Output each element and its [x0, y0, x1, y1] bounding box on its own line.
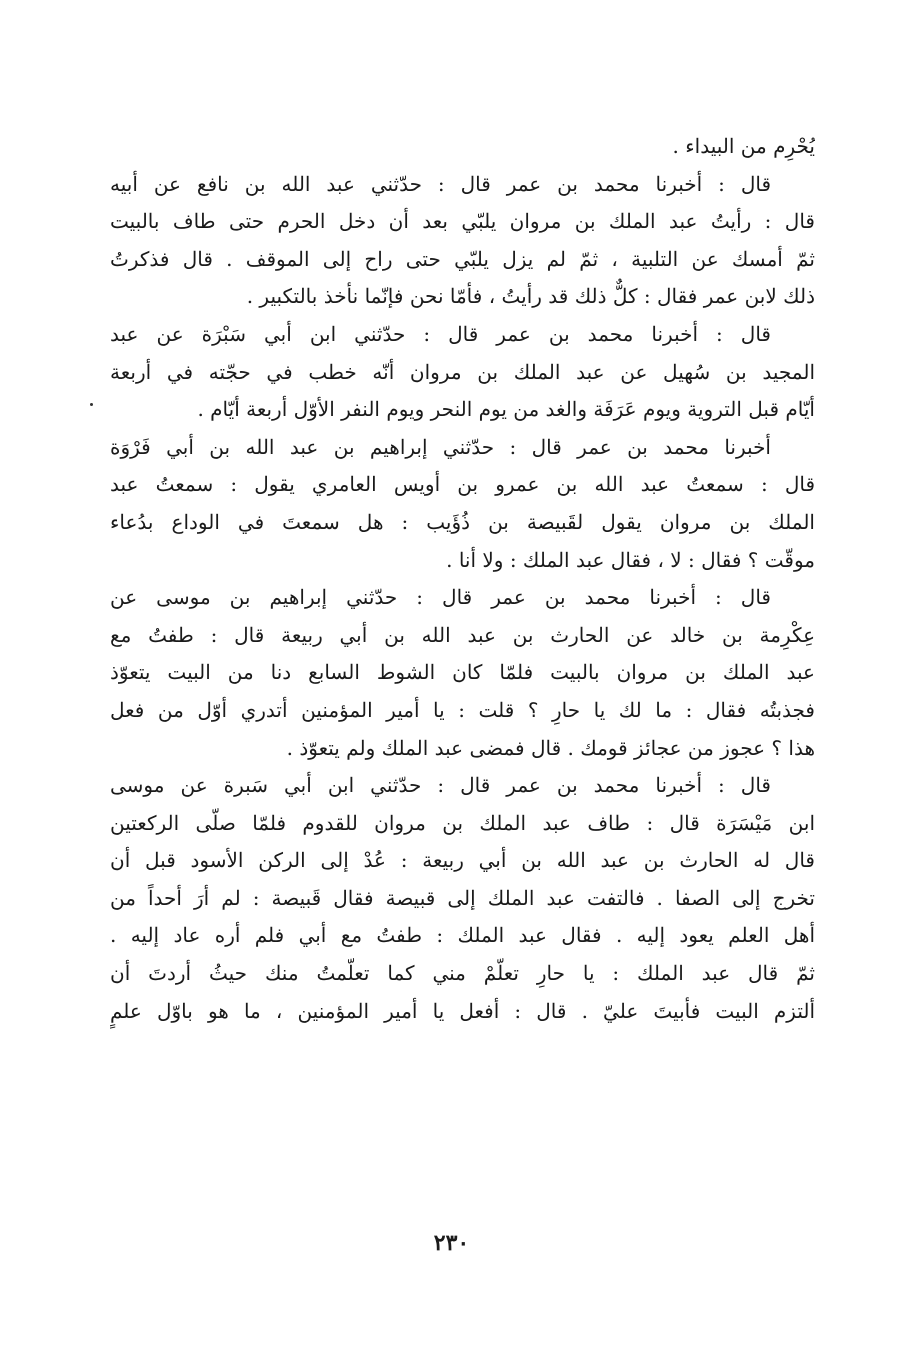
- text-line: ذلك لابن عمر فقال : كلٌّ ذلك قد رأيتُ ، فأمّا نحن فإنّما نأخذ بالتكبير .: [246, 284, 815, 309]
- text-line: ألتزم البيت فأبيتَ عليّ . قال : أفعل يا أمير المؤمنين ، ما هو باوّل علمٍ: [110, 998, 815, 1023]
- body-text: [110, 128, 815, 1030]
- text-line: عِكْرِمة بن خالد عن الحارث بن عبد الله بن أبي ربيعة قال : طفتُ مع: [110, 622, 815, 647]
- text-line: موقّت ؟ فقال : لا ، فقال عبد الملك : ولا أنا .: [446, 547, 815, 572]
- text-line: فجذبتُه فقال : ما لك يا حارِ ؟ قلت : يا أمير المؤمنين أتدري أوّل من فعل: [110, 697, 815, 722]
- text-line: قال : أخبرنا محمد بن عمر قال : حدّثني إبراهيم بن موسى عن: [110, 585, 771, 610]
- text-line: قال : أخبرنا محمد بن عمر قال : حدّثني عبد الله بن نافع عن أبيه: [110, 171, 771, 196]
- text-line: عبد الملك بن مروان بالبيت فلمّا كان الشوط السابع دنا من البيت يتعوّذ: [110, 660, 815, 685]
- text-line: أيّام قبل التروية ويوم عَرَفَة والغد من يوم النحر ويوم النفر الأوّل أربعة أيّام .: [197, 397, 815, 422]
- text-line: ثمّ قال عبد الملك : يا حارِ تعلّمْ مني كما تعلّمتُ منك حيثُ أردتَ أن: [110, 961, 815, 986]
- text-line: ابن مَيْسَرَة قال : طاف عبد الملك بن مروان للقدوم فلمّا صلّى الركعتين: [110, 810, 815, 835]
- text-line: قال : سمعتُ عبد الله بن عمرو بن أويس العامري يقول : سمعتُ عبد: [110, 472, 815, 497]
- text-line: ثمّ أمسك عن التلبية ، ثمّ لم يزل يلبّي حتى راح إلى الموقف . قال فذكرتُ: [110, 246, 815, 271]
- text-line: قال : رأيتُ عبد الملك بن مروان يلبّي بعد أن دخل الحرم حتى طاف بالبيت: [110, 209, 815, 234]
- text-line: أهل العلم يعود إليه . فقال عبد الملك : طفتُ مع أبي فلم أره عاد إليه .: [110, 923, 815, 948]
- text-line: قال : أخبرنا محمد بن عمر قال : حدّثني ابن أبي سَبْرَة عن عبد: [110, 321, 771, 346]
- page-number: ٢٣٠: [433, 1230, 470, 1256]
- text-line: أخبرنا محمد بن عمر قال : حدّثني إبراهيم بن عبد الله بن أبي فَرْوَة: [110, 434, 771, 459]
- text-line: هذا ؟ عجوز من عجائز قومك . قال فمضى عبد الملك ولم يتعوّذ .: [286, 735, 815, 760]
- text-line: يُحْرِم من البيداء .: [672, 134, 815, 158]
- text-line: المجيد بن سُهيل عن عبد الملك بن مروان أنّه خطب في حجّته في أربعة: [110, 359, 815, 384]
- margin-dot: [90, 403, 93, 406]
- text-line: تخرج إلى الصفا . فالتفت عبد الملك إلى قبيصة فقال قَبيصة : لم أرَ أحداً من: [110, 885, 815, 910]
- text-line: قال : أخبرنا محمد بن عمر قال : حدّثني ابن أبي سَبرة عن موسى: [110, 773, 771, 798]
- text-line: الملك بن مروان يقول لقَبيصة بن ذُؤَيب : هل سمعتَ في الوداع بدُعاء: [110, 509, 815, 534]
- text-line: قال له الحارث بن عبد الله بن أبي ربيعة : عُدْ إلى الركن الأسود قبل أن: [110, 848, 815, 873]
